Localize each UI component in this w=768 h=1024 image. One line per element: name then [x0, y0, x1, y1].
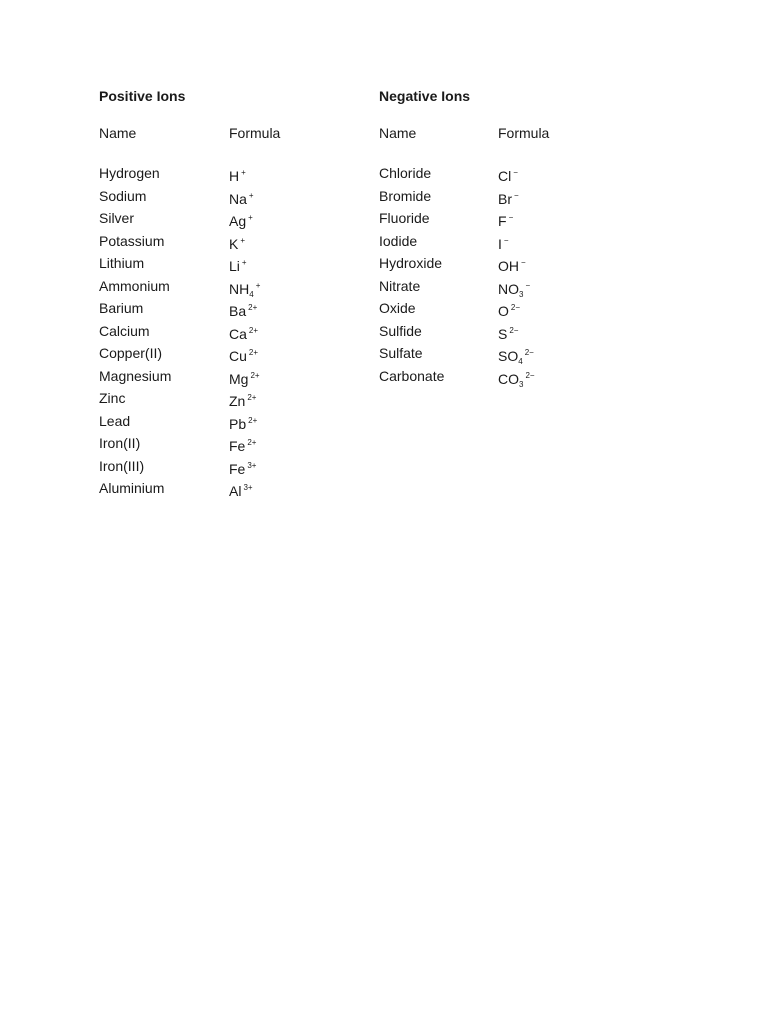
- formula-charge: 2−: [509, 325, 519, 335]
- formula-base: Al: [229, 483, 242, 499]
- ion-formula: [229, 367, 260, 388]
- ion-row: [99, 277, 359, 300]
- formula-charge: +: [248, 213, 253, 222]
- ion-name: Hydroxide: [379, 255, 443, 271]
- ion-row: [379, 187, 639, 210]
- ion-row: [99, 232, 359, 255]
- formula-charge: 2+: [248, 325, 259, 335]
- ion-row: [99, 367, 359, 390]
- negative-ions-title: Negative Ions: [379, 88, 471, 104]
- ion-row: [99, 187, 359, 210]
- ion-name: Potassium: [99, 232, 165, 249]
- ion-row: [99, 254, 359, 277]
- formula-base: S: [498, 325, 508, 342]
- formula-base: Fe: [229, 438, 246, 454]
- formula-base: NH: [229, 280, 250, 297]
- formula-base: Zn: [229, 393, 246, 409]
- formula-base: Cu: [229, 348, 247, 364]
- formula-charge: +: [240, 235, 246, 245]
- ion-row: [99, 457, 359, 480]
- formula-charge: 2+: [248, 348, 259, 357]
- ion-row: [379, 164, 639, 187]
- ion-formula: [229, 299, 257, 320]
- formula-charge: +: [241, 258, 247, 267]
- ion-name: Carbonate: [379, 367, 445, 384]
- ion-name: Lithium: [99, 255, 145, 271]
- ion-name: Bromide: [379, 187, 432, 204]
- formula-charge: 3+: [247, 460, 257, 470]
- formula-base: Ba: [229, 303, 247, 319]
- formula-base: Li: [229, 258, 240, 274]
- formula-base: Na: [229, 190, 247, 207]
- positive-ions-title: Positive Ions: [99, 88, 186, 104]
- ion-row: [99, 164, 359, 187]
- ion-formula: [498, 322, 518, 343]
- formula-charge: 2+: [248, 303, 258, 312]
- ion-formula: [498, 254, 526, 275]
- ion-row: [99, 322, 359, 345]
- formula-charge: 3+: [243, 483, 253, 492]
- formula-charge: −: [525, 280, 531, 290]
- formula-subscript: 3: [519, 379, 524, 389]
- ion-formula: [229, 434, 256, 455]
- formula-charge: +: [255, 280, 261, 290]
- formula-base: CO: [498, 370, 519, 387]
- formula-base: NO: [498, 280, 519, 297]
- ion-formula: [498, 367, 535, 394]
- formula-base: OH: [498, 258, 519, 274]
- ion-name: Sulfide: [379, 322, 422, 339]
- formula-base: I: [498, 235, 502, 252]
- ion-row: [379, 344, 639, 367]
- ion-name: Ammonium: [99, 277, 170, 294]
- ion-name: Hydrogen: [99, 165, 160, 181]
- positive-ions-section: [99, 87, 281, 499]
- negative-ions-list: [379, 164, 639, 389]
- ion-name: Chloride: [379, 165, 432, 181]
- formula-base: Br: [498, 190, 512, 207]
- ion-row: [379, 299, 639, 322]
- ion-row: [99, 412, 359, 435]
- formula-charge: −: [508, 213, 514, 222]
- ion-row: [99, 299, 359, 322]
- formula-charge: 2−: [525, 370, 535, 380]
- ion-formula: [498, 209, 513, 230]
- ion-formula: [229, 344, 258, 365]
- ion-formula: [229, 322, 258, 343]
- ion-name: Lead: [99, 412, 131, 429]
- positive-ions-list: [99, 164, 359, 502]
- ion-row: [99, 344, 359, 367]
- ion-name: Barium: [99, 300, 144, 316]
- formula-base: SO: [498, 348, 519, 364]
- ion-name: Zinc: [99, 390, 126, 406]
- formula-base: Pb: [229, 415, 247, 432]
- ion-formula: [229, 412, 257, 433]
- formula-charge: 2+: [250, 370, 260, 380]
- ion-row: [99, 434, 359, 457]
- ion-name: Iron(II): [99, 435, 141, 451]
- ion-name: Iron(III): [99, 457, 145, 474]
- ion-row: [99, 209, 359, 232]
- formula-charge: −: [514, 190, 519, 200]
- ion-name: Nitrate: [379, 277, 421, 294]
- ion-formula: [229, 389, 256, 410]
- formula-charge: 2+: [247, 438, 257, 447]
- formula-base: Mg: [229, 370, 249, 387]
- formula-charge: 2+: [247, 393, 257, 402]
- formula-base: Ca: [229, 325, 247, 342]
- ion-row: [379, 209, 639, 232]
- ion-row: [379, 322, 639, 345]
- ion-formula: [498, 232, 509, 253]
- ion-name: Fluoride: [379, 210, 430, 226]
- positive-formula-header: Formula: [229, 125, 281, 141]
- ion-name: Aluminium: [99, 480, 165, 496]
- ion-formula: [498, 299, 520, 320]
- ion-row: [99, 389, 359, 412]
- formula-charge: −: [503, 235, 509, 245]
- formula-base: O: [498, 303, 509, 319]
- positive-name-header: Name: [99, 125, 137, 141]
- ion-formula: [229, 457, 256, 478]
- positive-column-headers: [99, 124, 359, 142]
- ion-name: Copper(II): [99, 345, 163, 361]
- ion-row: [99, 479, 359, 502]
- formula-charge: 2−: [524, 348, 534, 357]
- ion-formula: [229, 479, 253, 500]
- ion-name: Silver: [99, 210, 135, 226]
- ion-row: [379, 254, 639, 277]
- formula-charge: +: [241, 168, 246, 177]
- formula-base: Ag: [229, 213, 247, 229]
- ion-formula: [229, 232, 245, 253]
- ion-formula: [229, 187, 254, 208]
- ion-name: Sodium: [99, 187, 147, 204]
- ion-name: Sulfate: [379, 345, 423, 361]
- ion-formula: [229, 164, 246, 185]
- formula-charge: −: [521, 258, 526, 267]
- ion-formula: [498, 164, 518, 185]
- negative-name-header: Name: [379, 125, 417, 141]
- negative-formula-header: Formula: [498, 125, 550, 141]
- ion-formula: [229, 254, 247, 275]
- formula-charge: +: [248, 190, 254, 200]
- formula-charge: 2+: [248, 415, 258, 425]
- formula-base: Fe: [229, 460, 246, 477]
- ion-name: Iodide: [379, 232, 418, 249]
- formula-charge: 2−: [510, 303, 521, 312]
- ion-row: [379, 367, 639, 390]
- ion-formula: [229, 209, 253, 230]
- negative-ions-section: [379, 87, 550, 389]
- formula-charge: −: [513, 168, 518, 177]
- ion-name: Calcium: [99, 322, 150, 339]
- formula-subscript: 3: [519, 289, 524, 299]
- ion-row: [379, 277, 639, 300]
- formula-base: H: [229, 168, 240, 184]
- ion-row: [379, 232, 639, 255]
- ion-formula: [498, 187, 519, 208]
- formula-subscript: 4: [249, 289, 254, 299]
- formula-subscript: 4: [518, 357, 523, 366]
- formula-base: F: [498, 213, 507, 229]
- ion-name: Magnesium: [99, 367, 172, 384]
- ion-name: Oxide: [379, 300, 416, 316]
- negative-column-headers: [379, 124, 639, 142]
- formula-base: Cl: [498, 168, 512, 184]
- formula-base: K: [229, 235, 239, 252]
